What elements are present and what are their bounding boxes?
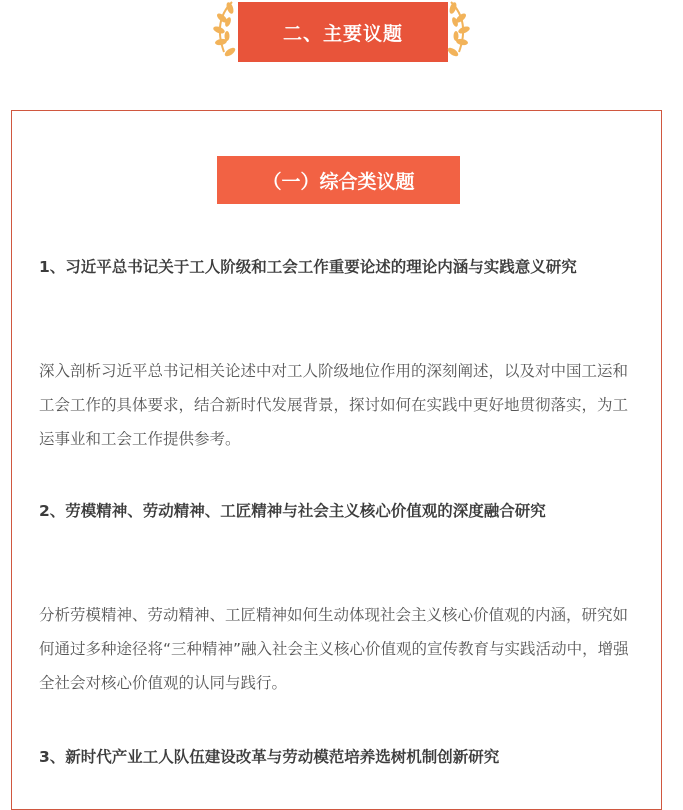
sub-heading-plate xyxy=(217,156,460,204)
topic-2-description: 分析劳模精神、劳动精神、工匠精神如何生动体现社会主义核心价值观的内涵，研究如何通过多种途径将“三种精神”融入社会主义核心价值观的宣传教育与实践活动中，增强全社会对核心价值观的认同与践行。 xyxy=(39,606,629,692)
topic-3-title: 3、新时代产业工人队伍建设改革与劳动模范培养选树机制创新研究 xyxy=(39,748,500,766)
laurel-right-icon xyxy=(441,0,473,62)
topic-1-description: 深入剖析习近平总书记相关论述中对工人阶级地位作用的深刻阐述，以及对中国工运和工会工作的具体要求，结合新时代发展背景，探讨如何在实践中更好地贯彻落实，为工运事业和工会工作提供参考。 xyxy=(39,362,629,448)
sub-heading-title: （一）综合类议题 xyxy=(262,170,415,193)
banner-plate xyxy=(238,2,448,62)
banner-title: 二、主要议题 xyxy=(282,22,403,45)
content-card xyxy=(11,110,662,810)
topic-1-title: 1、习近平总书记关于工人阶级和工会工作重要论述的理论内涵与实践意义研究 xyxy=(39,258,577,276)
section-banner xyxy=(210,0,473,64)
topic-2-title: 2、劳模精神、劳动精神、工匠精神与社会主义核心价值观的深度融合研究 xyxy=(39,502,546,520)
